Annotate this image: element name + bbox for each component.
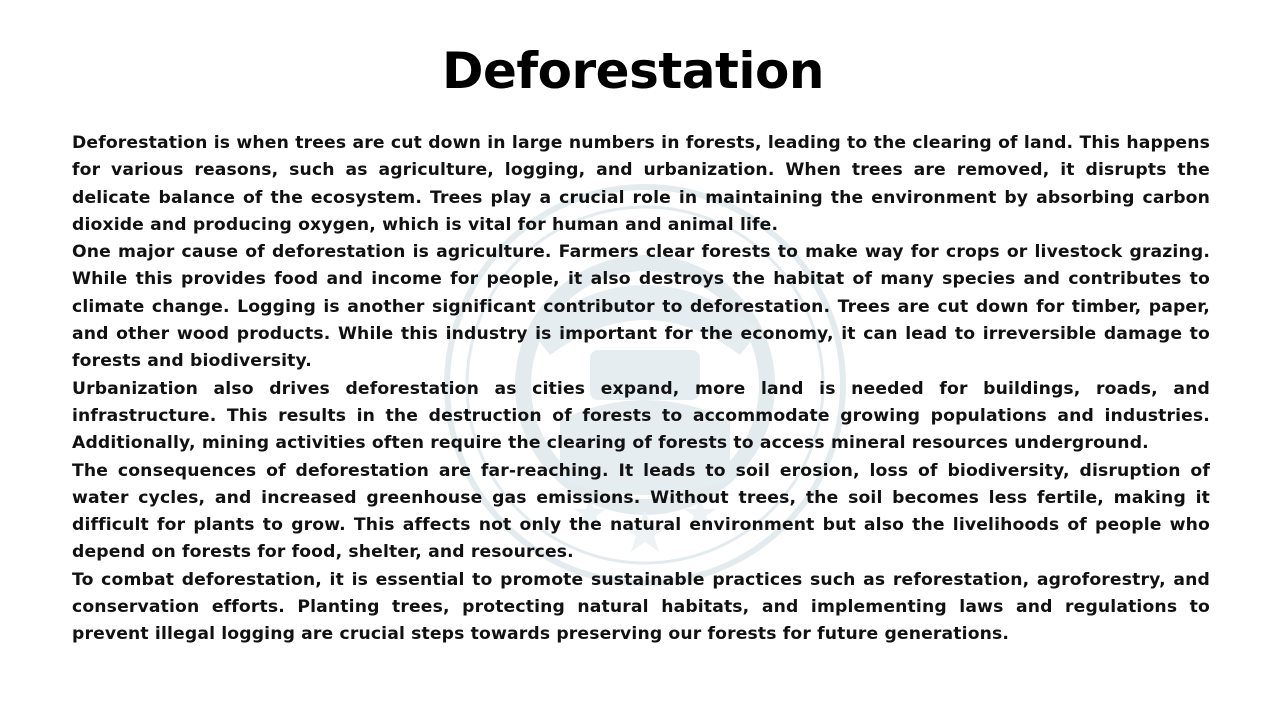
paragraph-agriculture-logging: One major cause of deforestation is agriculture. Farmers clear forests to make way for crops or livestock grazing. While this provides food and income for people, it also destroys the habitat of many species and contributes to climate change. Logging is another significant contributor to deforestation. Trees are cut down for timber, paper, and other wood products. While this industry is important for the economy, it can lead to irreversible damage to forests and biodiversity.: [72, 242, 1210, 372]
slide-title: Deforestation: [442, 42, 824, 100]
paragraph-consequences: The consequences of deforestation are far-reaching. It leads to soil erosion, loss of biodiversity, disruption of water cycles, and increased greenhouse gas emissions. Without trees, the soil becomes less fertile, making it difficult for plants to grow. This affects not only the natural environment but also the livelihoods of people who depend on forests for food, shelter, and resources.: [72, 460, 1210, 563]
body-text: [72, 130, 1210, 649]
paragraph-solutions: To combat deforestation, it is essential to promote sustainable practices such as reforestation, agroforestry, and conservation efforts. Planting trees, protecting natural habitats, and implementing laws and regulations to prevent illegal logging are crucial steps towards preserving our forests for future generations.: [72, 569, 1210, 645]
paragraph-urbanization: Urbanization also drives deforestation as cities expand, more land is needed for buildings, roads, and infrastructure. This results in the destruction of forests to accommodate growing populations and industries. Additionally, mining activities often require the clearing of forests to access mineral resources underground.: [72, 378, 1210, 454]
paragraph-intro: Deforestation is when trees are cut down in large numbers in forests, leading to the clearing of land. This happens for various reasons, such as agriculture, logging, and urbanization. When trees are removed, it disrupts the delicate balance of the ecosystem. Trees play a crucial role in maintaining the environment by absorbing carbon dioxide and producing oxygen, which is vital for human and animal life.: [72, 133, 1210, 235]
